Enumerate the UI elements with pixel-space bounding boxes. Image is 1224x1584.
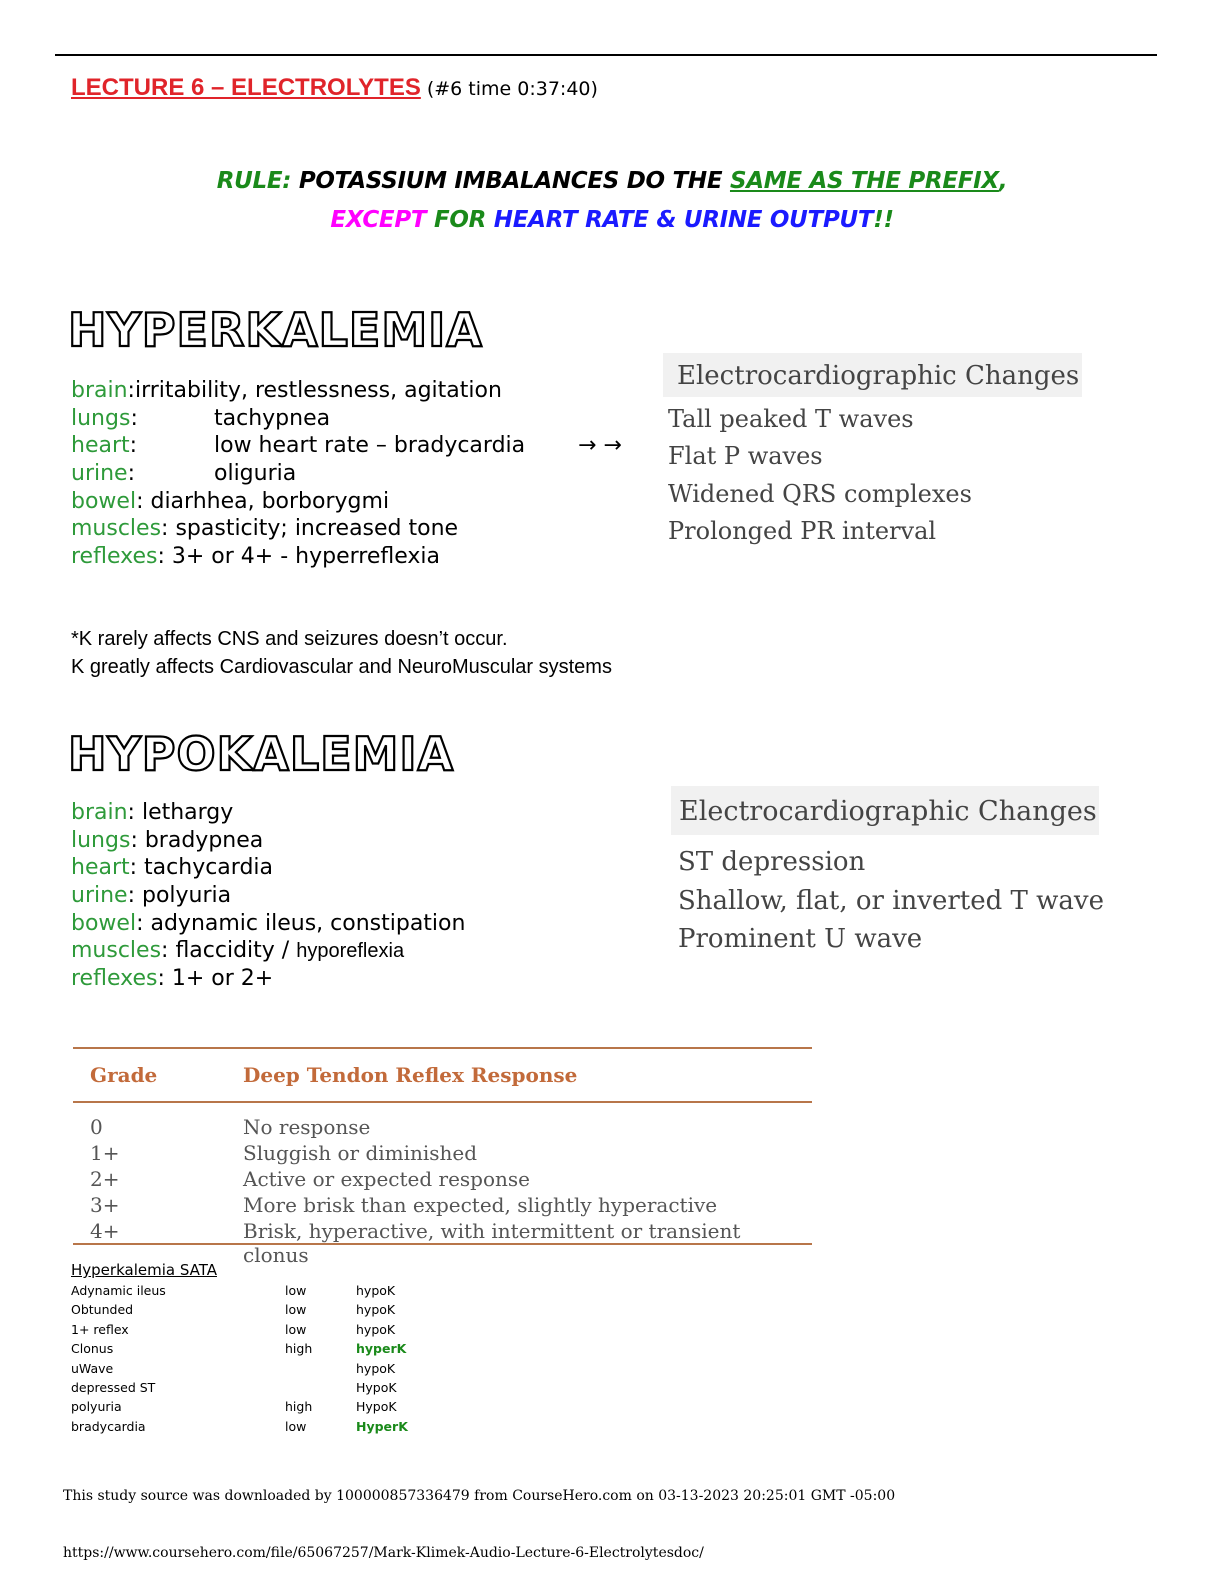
footer-url[interactable]: https://www.coursehero.com/file/65067257/Mark-Klimek-Audio-Lecture-6-Electrolytesdoc/: [63, 1545, 704, 1561]
dtr-grade: 2+: [90, 1167, 120, 1191]
item-sep: :: [157, 966, 172, 992]
item-value: oliguria: [214, 461, 297, 487]
dtr-col-grade: Grade: [90, 1063, 158, 1087]
dtr-response: Brisk, hyperactive, with intermittent or transient clonus: [243, 1219, 741, 1267]
sata-level: high: [285, 1341, 313, 1357]
sata-row: [71, 1360, 396, 1380]
item-value: tachypnea: [214, 405, 331, 431]
hyperkalemia-list: [71, 377, 526, 571]
item-sep: :: [129, 855, 145, 881]
item-key: heart: [71, 433, 130, 459]
sata-level: high: [285, 1399, 313, 1415]
item-value: lethargy: [141, 800, 234, 825]
item-key: muscles: [71, 516, 162, 542]
item-key: heart: [71, 855, 130, 881]
sata-answer: HypoK: [356, 1379, 397, 1395]
hyper-ekg-heading: Electrocardiographic Changes: [663, 353, 1082, 397]
hyper-item: [71, 377, 502, 405]
sata-level: low: [285, 1283, 307, 1298]
sata-item: Adynamic ileus: [71, 1283, 166, 1298]
hypo-ekg-list: [678, 843, 1104, 959]
sata-item: bradycardia: [71, 1418, 146, 1434]
item-key: bowel: [71, 910, 137, 936]
item-value: diarhhea, borborygmi: [150, 488, 390, 514]
ekg-item: Prominent U wave: [678, 924, 923, 954]
hypo-item: [71, 937, 465, 965]
item-sep: :: [161, 516, 176, 542]
item-value: spasticity; increased tone: [175, 516, 459, 542]
hyper-item: [71, 432, 526, 460]
potassium-note: [71, 625, 612, 681]
sata-block: [71, 1261, 408, 1438]
item-key: brain: [71, 800, 128, 825]
lecture-title-text: LECTURE 6 – ELECTROLYTES: [71, 74, 421, 101]
ekg-item: Widened QRS complexes: [668, 479, 972, 508]
item-sep: :: [130, 827, 145, 853]
rule-exclaim: !!: [873, 207, 894, 233]
hypo-item: [71, 965, 465, 993]
hypokalemia-title: HYPOKALEMIA: [68, 727, 455, 781]
sata-answer: hypoK: [356, 1321, 396, 1337]
dtr-response: Active or expected response: [243, 1167, 531, 1191]
sata-item: polyuria: [71, 1399, 122, 1415]
hypo-item: [71, 799, 465, 827]
dtr-row: [73, 1115, 812, 1141]
sata-answer: HypoK: [356, 1399, 397, 1415]
hyper-ekg-list: [668, 401, 1082, 550]
item-value: 1+ or 2+: [171, 966, 274, 992]
item-key: urine: [71, 461, 128, 487]
sata-row: [71, 1399, 397, 1418]
dtr-grade: 0: [90, 1115, 103, 1139]
sata-answer: hyperK: [356, 1341, 407, 1357]
item-value: tachycardia: [144, 855, 274, 881]
item-extra: hyporeflexia: [296, 940, 405, 963]
hyper-item: [71, 488, 502, 516]
sata-level: low: [285, 1302, 307, 1318]
sata-item: Clonus: [71, 1341, 114, 1357]
sata-answer: hypoK: [356, 1283, 396, 1298]
dtr-body: [73, 1103, 812, 1267]
item-key: muscles: [71, 938, 162, 964]
item-sep: :: [127, 800, 142, 825]
item-key: reflexes: [71, 544, 158, 570]
hypo-item: [71, 854, 465, 882]
footer-source: This study source was downloaded by 100000857336479 from CourseHero.com on 03-13-2023 20:25:01 GMT -05:00: [63, 1488, 896, 1504]
sata-item: depressed ST: [71, 1379, 156, 1395]
item-sep: :: [136, 488, 151, 514]
hypo-ekg-heading: Electrocardiographic Changes: [671, 786, 1099, 835]
hypo-item: [71, 827, 465, 855]
rule-heart-urine: HEART RATE & URINE OUTPUT: [493, 207, 874, 233]
item-sep: :: [157, 544, 172, 570]
dtr-row: [73, 1219, 812, 1267]
rule-line-2: [0, 207, 1224, 233]
item-value: adynamic ileus, constipation: [150, 910, 466, 936]
rule-text: POTASSIUM IMBALANCES DO THE: [291, 168, 730, 194]
sata-row: [71, 1418, 408, 1438]
lecture-title: [71, 74, 598, 102]
lecture-time-note: (#6 time 0:37:40): [426, 78, 598, 100]
item-sep: :: [130, 405, 138, 431]
item-sep: :: [127, 461, 136, 487]
note-line-2: K greatly affects Cardiovascular and NeuroMuscular systems: [71, 656, 612, 678]
item-key: bowel: [71, 488, 137, 514]
hyper-item: [71, 543, 502, 571]
note-line-1: *K rarely affects CNS and seizures doesn’t occur.: [71, 628, 508, 650]
item-key: urine: [71, 883, 128, 909]
rule-label: RULE:: [216, 168, 292, 194]
dtr-row: [73, 1193, 812, 1219]
item-value: low heart rate – bradycardia: [214, 433, 526, 459]
sata-row: [71, 1302, 396, 1321]
ekg-item: Shallow, flat, or inverted T wave: [678, 885, 1104, 916]
rule-comma: ,: [998, 168, 1008, 194]
rule-line-1: [0, 168, 1224, 194]
sata-item: 1+ reflex: [71, 1321, 129, 1337]
dtr-row: [73, 1141, 812, 1167]
hyper-item: [71, 515, 502, 543]
sata-title: Hyperkalemia SATA: [71, 1261, 217, 1279]
sata-level: low: [285, 1321, 307, 1337]
dtr-response: More brisk than expected, slightly hyperactive: [243, 1193, 718, 1217]
dtr-response: Sluggish or diminished: [243, 1141, 478, 1165]
item-sep: :: [161, 938, 176, 964]
hyper-item: [71, 405, 502, 433]
item-key: lungs: [71, 405, 131, 431]
sata-answer: HyperK: [356, 1418, 408, 1434]
hypo-item: [71, 882, 465, 910]
rule-for: FOR: [426, 207, 494, 233]
dtr-header-row: [73, 1049, 812, 1101]
dtr-grade: 1+: [90, 1141, 120, 1165]
top-rule: [55, 54, 1157, 56]
sata-row: [71, 1283, 396, 1302]
ekg-item: Prolonged PR interval: [668, 516, 937, 545]
item-sep: :: [127, 883, 142, 909]
rule-except: EXCEPT: [330, 207, 427, 233]
sata-row: [71, 1341, 407, 1360]
hypo-ekg-box: [671, 786, 1104, 959]
sata-answer: hypoK: [356, 1360, 396, 1376]
dtr-response: No response: [243, 1115, 371, 1139]
arrow-icons: → →: [578, 433, 622, 458]
hyper-ekg-box: [663, 353, 1082, 550]
dtr-table: [73, 1047, 812, 1267]
item-value: 3+ or 4+ - hyperreflexia: [171, 544, 440, 570]
hyperkalemia-title: HYPERKALEMIA: [68, 303, 483, 357]
hypo-item: [71, 910, 465, 938]
item-value: polyuria: [142, 883, 232, 909]
ekg-item: ST depression: [678, 847, 866, 877]
item-value: bradypnea: [144, 827, 264, 853]
dtr-grade: 4+: [90, 1219, 120, 1243]
sata-item: uWave: [71, 1360, 114, 1376]
sata-item: Obtunded: [71, 1302, 134, 1318]
item-sep: :: [129, 433, 138, 459]
item-value: flaccidity /: [175, 938, 297, 964]
item-key: reflexes: [71, 966, 158, 992]
dtr-row: [73, 1167, 812, 1193]
item-sep: :: [136, 910, 151, 936]
sata-list: [71, 1283, 408, 1438]
ekg-item: Tall peaked T waves: [668, 405, 914, 433]
sata-answer: hypoK: [356, 1302, 396, 1318]
dtr-col-response: Deep Tendon Reflex Response: [243, 1063, 578, 1087]
dtr-grade: 3+: [90, 1193, 120, 1217]
hypokalemia-list: [71, 799, 465, 993]
sata-level: low: [285, 1418, 307, 1434]
sata-row: [71, 1379, 397, 1399]
item-key: brain: [71, 378, 128, 403]
item-key: lungs: [71, 827, 131, 853]
hyper-item: [71, 460, 502, 488]
ekg-item: Flat P waves: [668, 442, 823, 471]
item-value: irritability, restlessness, agitation: [134, 378, 502, 403]
rule-highlight: SAME AS THE PREFIX: [729, 168, 999, 194]
sata-row: [71, 1321, 396, 1341]
item-sep: :: [127, 378, 135, 403]
